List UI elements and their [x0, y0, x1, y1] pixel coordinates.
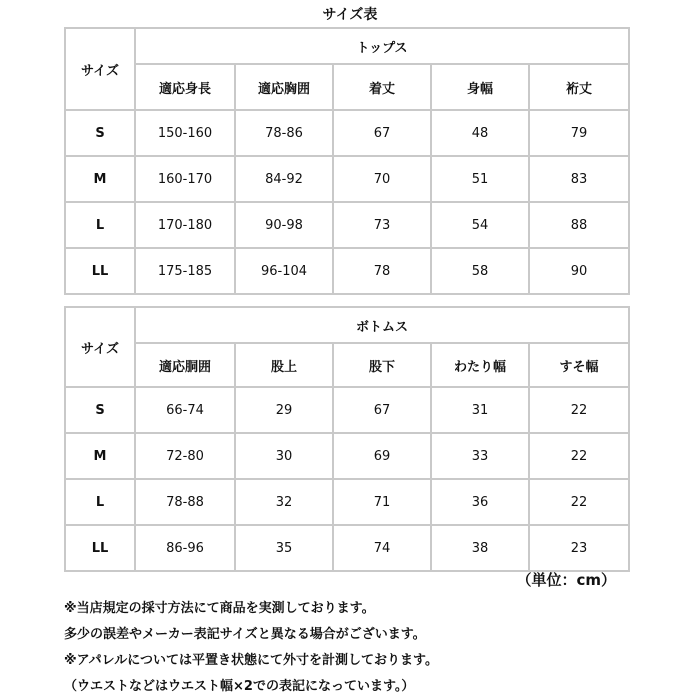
size-label: L [65, 202, 135, 248]
table-cell: 175-185 [135, 248, 235, 294]
table-cell: 58 [431, 248, 529, 294]
table-cell: 36 [431, 479, 529, 525]
table-row [65, 156, 629, 202]
size-label: S [65, 387, 135, 433]
table-row [65, 110, 629, 156]
table-cell: 23 [529, 525, 629, 571]
table-cell: 67 [333, 110, 431, 156]
column-header: 裄丈 [529, 64, 629, 110]
table-cell: 32 [235, 479, 333, 525]
size-label: L [65, 479, 135, 525]
note-line: ※当店規定の採寸方法にて商品を実測しております。 [64, 601, 375, 616]
table-cell: 35 [235, 525, 333, 571]
size-label: M [65, 156, 135, 202]
table-cell: 38 [431, 525, 529, 571]
table-row [65, 433, 629, 479]
page-title: サイズ表 [322, 7, 378, 23]
size-label: S [65, 110, 135, 156]
table-cell: 86-96 [135, 525, 235, 571]
bottoms-size-table [64, 306, 630, 572]
table-cell: 96-104 [235, 248, 333, 294]
table-cell: 88 [529, 202, 629, 248]
measurement-notes [64, 596, 438, 700]
category-header-tops: トップス [135, 28, 629, 64]
table-cell: 79 [529, 110, 629, 156]
table-cell: 31 [431, 387, 529, 433]
table-cell: 67 [333, 387, 431, 433]
table-cell: 78 [333, 248, 431, 294]
table-cell: 70 [333, 156, 431, 202]
column-header: わたり幅 [431, 343, 529, 387]
tops-size-table [64, 27, 630, 295]
table-cell: 22 [529, 433, 629, 479]
note-line: 多少の誤差やメーカー表記サイズと異なる場合がございます。 [64, 627, 426, 642]
table-row [65, 525, 629, 571]
size-header-cell: サイズ [65, 28, 135, 110]
table-row [65, 202, 629, 248]
unit-note: （単位：cm） [516, 571, 616, 589]
table-cell: 29 [235, 387, 333, 433]
size-header-cell: サイズ [65, 307, 135, 387]
table-cell: 33 [431, 433, 529, 479]
table-cell: 73 [333, 202, 431, 248]
column-header: 股下 [333, 343, 431, 387]
table-row [65, 479, 629, 525]
table-cell: 83 [529, 156, 629, 202]
size-label: M [65, 433, 135, 479]
table-cell: 69 [333, 433, 431, 479]
column-header: 適応胸囲 [235, 64, 333, 110]
table-cell: 74 [333, 525, 431, 571]
note-line: （ウエストなどはウエスト幅×2での表記になっています。） [64, 679, 415, 694]
table-cell: 78-86 [235, 110, 333, 156]
table-cell: 84-92 [235, 156, 333, 202]
table-row [65, 387, 629, 433]
category-header-bottoms: ボトムス [135, 307, 629, 343]
table-cell: 51 [431, 156, 529, 202]
column-header: 着丈 [333, 64, 431, 110]
table-cell: 22 [529, 387, 629, 433]
column-header: 適応身長 [135, 64, 235, 110]
size-label: LL [65, 525, 135, 571]
table-cell: 170-180 [135, 202, 235, 248]
table-cell: 22 [529, 479, 629, 525]
table-cell: 78-88 [135, 479, 235, 525]
table-cell: 72-80 [135, 433, 235, 479]
note-line: ※アパレルについては平置き状態にて外寸を計測しております。 [64, 653, 438, 668]
table-cell: 54 [431, 202, 529, 248]
table-cell: 71 [333, 479, 431, 525]
table-cell: 90 [529, 248, 629, 294]
size-label: LL [65, 248, 135, 294]
table-cell: 160-170 [135, 156, 235, 202]
column-header: すそ幅 [529, 343, 629, 387]
column-header: 股上 [235, 343, 333, 387]
column-header: 適応胴囲 [135, 343, 235, 387]
table-row [65, 248, 629, 294]
table-cell: 150-160 [135, 110, 235, 156]
table-cell: 90-98 [235, 202, 333, 248]
table-cell: 66-74 [135, 387, 235, 433]
table-cell: 30 [235, 433, 333, 479]
column-header: 身幅 [431, 64, 529, 110]
table-cell: 48 [431, 110, 529, 156]
